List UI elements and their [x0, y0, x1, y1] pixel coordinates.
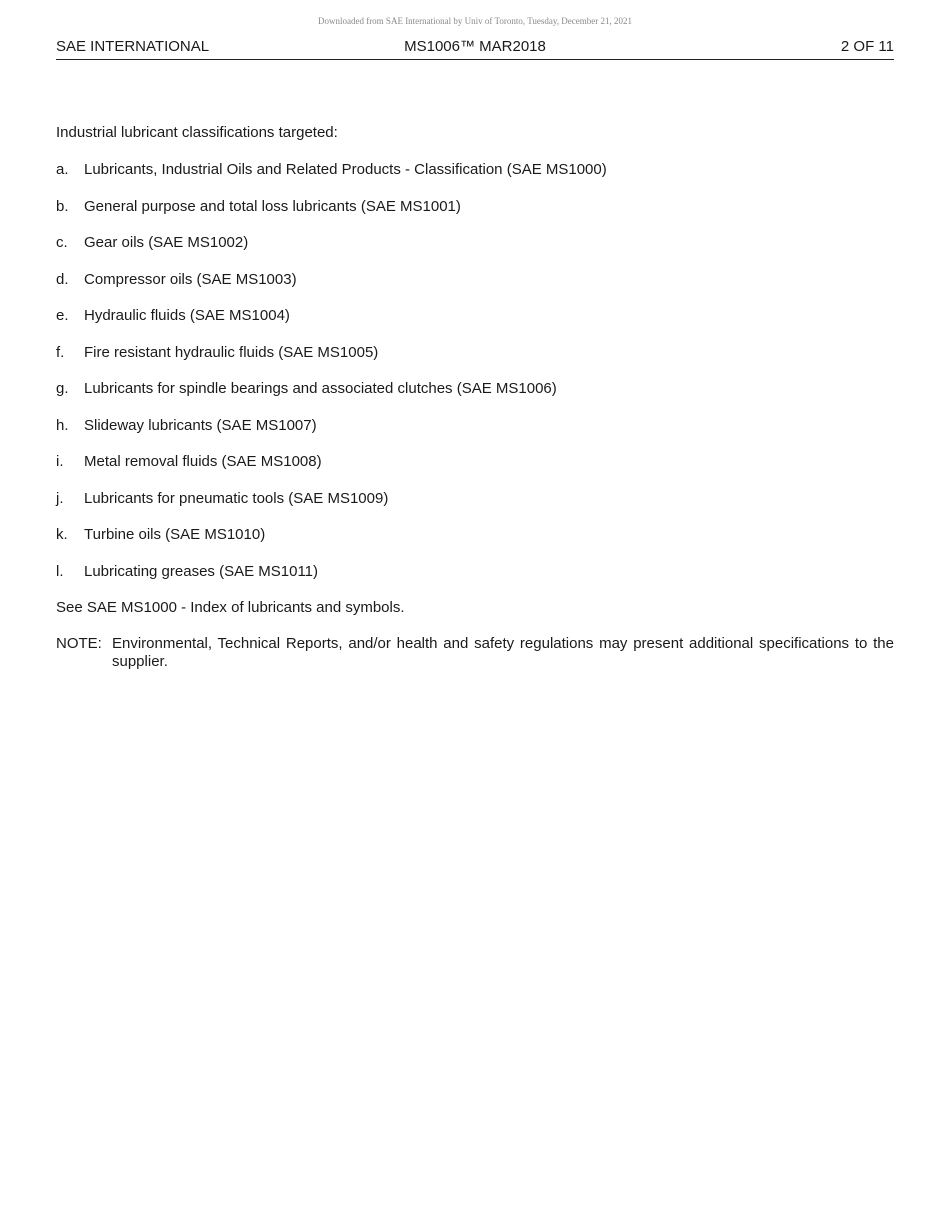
list-marker: i. [56, 453, 64, 470]
list-item-text: Slideway lubricants (SAE MS1007) [84, 416, 317, 434]
list-item-text: Metal removal fluids (SAE MS1008) [84, 453, 322, 470]
list-item-text: Compressor oils (SAE MS1003) [84, 270, 297, 288]
list-item-text: Hydraulic fluids (SAE MS1004) [84, 307, 290, 324]
list-marker: a. [56, 161, 69, 178]
list-marker: j. [56, 489, 64, 507]
list-item-text: Lubricating greases (SAE MS1011) [84, 562, 319, 580]
document-id: MS1006™ MAR2018 [404, 38, 546, 55]
list-item [56, 563, 607, 600]
list-marker: h. [56, 416, 69, 434]
list-marker: b. [56, 197, 69, 215]
list-item [56, 198, 607, 235]
list-item-text: Lubricants for pneumatic tools (SAE MS1009) [84, 489, 389, 507]
list-marker: f. [56, 343, 65, 361]
list-item [56, 307, 607, 344]
list-item [56, 234, 607, 271]
list-item-text: Fire resistant hydraulic fluids (SAE MS1005) [84, 343, 379, 361]
list-item [56, 161, 607, 198]
list-marker: l. [56, 562, 64, 580]
list-item [56, 490, 607, 527]
list-item [56, 526, 607, 563]
list-item-text: General purpose and total loss lubricants (SAE MS1001) [84, 197, 461, 215]
list-marker: k. [56, 526, 68, 543]
list-marker: g. [56, 380, 69, 397]
list-item [56, 271, 607, 308]
classification-list [56, 161, 607, 599]
note-text: Environmental, Technical Reports, and/or health and safety regulations may present additional specifications to the supplier. [112, 635, 894, 670]
note-block [56, 635, 894, 671]
list-item [56, 344, 607, 381]
list-item [56, 380, 607, 417]
intro-text: Industrial lubricant classifications targeted: [56, 124, 338, 141]
publisher-name: SAE INTERNATIONAL [56, 38, 210, 55]
list-item-text: Lubricants, Industrial Oils and Related Products - Classification (SAE MS1000) [84, 161, 607, 178]
list-marker: c. [56, 234, 68, 251]
list-item-text: Gear oils (SAE MS1002) [84, 234, 249, 251]
list-item [56, 417, 607, 454]
list-item-text: Turbine oils (SAE MS1010) [84, 526, 266, 543]
page-number: 2 OF 11 [840, 38, 894, 55]
list-marker: e. [56, 307, 69, 324]
list-item [56, 453, 607, 490]
page-header [56, 38, 894, 60]
note-label: NOTE: [56, 635, 102, 652]
see-also-text: See SAE MS1000 - Index of lubricants and symbols. [56, 599, 405, 616]
list-item-text: Lubricants for spindle bearings and associated clutches (SAE MS1006) [84, 380, 557, 397]
list-marker: d. [56, 270, 69, 288]
download-watermark: Downloaded from SAE International by Univ of Toronto, Tuesday, December 21, 2021 [317, 16, 633, 26]
